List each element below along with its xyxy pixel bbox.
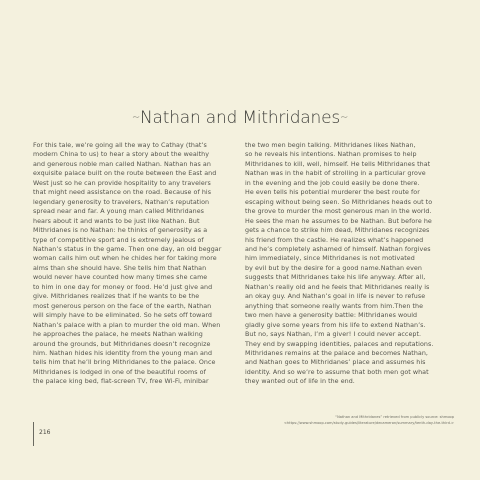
body-text-line: type of competitive sport and is extremely jealous of <box>33 236 204 244</box>
body-text-line: the two men begin talking. Mithridanes likes Nathan, <box>245 142 416 149</box>
body-text-line: the grove to murder the most generous man in the world. <box>245 208 432 216</box>
body-text-line: give. Mithridanes realizes that if he wants to be the <box>33 293 200 301</box>
body-text-line: and he’s completely ashamed of himself. Nathan forgives <box>245 245 431 253</box>
title-ornament-left: ~ <box>131 112 140 123</box>
body-text-line: would never have counted how many times she came <box>33 274 208 282</box>
body-text-line: around the grounds, but Mithridanes doesn’t recognize <box>33 340 211 348</box>
body-text-line: He even tells his potential murderer the best route for <box>245 189 420 197</box>
body-text-line: Nathan’s really old and he feels that Mithridanes really is <box>245 283 430 291</box>
body-text-line: they wanted out of life in the end. <box>245 378 355 386</box>
body-text-line: woman calls him out when he chides her for taking more <box>33 255 217 263</box>
body-text-line: escaping without being seen. So Mithridanes heads out to <box>245 198 433 206</box>
body-text-line: his friend from the castle. He realizes what’s happened <box>245 236 424 244</box>
body-text-line: identity. And so we’re to assume that both men got what <box>245 368 429 376</box>
page-number: 216 <box>39 429 51 436</box>
body-text-line: him immediately, since Mithridanes is not motivated <box>245 255 415 263</box>
body-text-line: He sees the man he assumes to be Nathan. But before he <box>245 217 432 225</box>
body-text-line: that might need assistance on the road. Because of his <box>33 189 212 197</box>
body-text-line: in the evening and the job could easily be done there. <box>245 179 420 187</box>
body-text-line: Mithridanes remains at the palace and becomes Nathan, <box>245 349 428 357</box>
body-text-line: suggests that Mithridanes take his life anyway. After all, <box>245 274 426 282</box>
body-text-line: Mithridanes to kill, well, himself. He tells Mithridanes that <box>245 160 431 168</box>
body-text-line: by evil but by the desire for a good name.Nathan even <box>245 264 422 272</box>
body-text-line: he approaches the palace, he meets Nathan walking <box>33 331 203 339</box>
right-text-column <box>245 141 447 387</box>
body-text-line: Nathan’s palace with a plan to murder the old man. When <box>33 321 221 329</box>
footnote-line: <https://www.shmoop.com/study-guides/literature/decameron/summary/tenth-day-the-third.> <box>283 421 454 425</box>
body-text-line: most generous person on the face of the earth, Nathan <box>33 302 212 310</box>
body-text-line: But no, says Nathan, I’m a giver! I could never accept. <box>245 331 422 339</box>
body-text-line: alms than she should have. She tells him that Nathan <box>33 264 207 272</box>
body-text-line: Mithridanes is lodged in one of the beautiful rooms of <box>33 368 206 376</box>
body-text-line: tells him that he’ll bring Mithridanes to the palace. Once <box>33 359 216 367</box>
footnote-line: “Nathan and Mithridanes” retrieved from publicly source: shmoop <box>335 415 454 419</box>
body-text-line: anything that someone really wants from him.Then the <box>245 302 424 310</box>
body-text-line: him. Nathan hides his identity from the young man and <box>33 349 213 357</box>
body-text-line: modern China to us) to hear a story about the wealthy <box>33 151 210 159</box>
body-text-line: and Nathan goes to Mithridanes’ place and assumes his <box>245 359 426 367</box>
body-text-line: legendary generosity to travelers, Nathan’s reputation <box>33 198 210 206</box>
body-text-line: They end by swapping identities, palaces and reputations. <box>245 340 434 348</box>
body-text-line: spread near and far. A young man called Mithridanes <box>33 208 205 216</box>
source-footnote <box>284 414 454 426</box>
body-text-line: Mithridanes is no Nathan: he thinks of generosity as a <box>33 227 208 235</box>
body-text-line: will simply have to be eliminated. So he sets off toward <box>33 312 212 320</box>
left-text-column <box>33 141 235 387</box>
page-title <box>0 108 480 128</box>
page-number-rule <box>33 422 34 446</box>
body-text-line: to him in one day for money or food. He’d just give and <box>33 283 213 291</box>
body-text-line: gets a chance to strike him dead, Mithridanes recognizes <box>245 227 430 235</box>
body-text-line: gladly give some years from his life to extend Nathan’s. <box>245 321 426 329</box>
body-text-line: West just so he can provide hospitality to any travelers <box>33 179 211 187</box>
body-text-line: an okay guy. And Nathan’s goal in life is never to refuse <box>245 293 426 301</box>
body-text-line: For this tale, we’re going all the way to Cathay (that’s <box>33 142 207 149</box>
body-text-line: hears about it and wants to be just like Nathan. But <box>33 217 200 225</box>
body-text-line: exquisite palace built on the route between the East and <box>33 170 217 178</box>
title-ornament-right: ~ <box>340 112 349 123</box>
body-text-line: Nathan was in the habit of strolling in a particular grove <box>245 170 426 178</box>
title-text: Nathan and Mithridanes <box>140 108 340 128</box>
body-text-line: so he reveals his intentions. Nathan promises to help <box>245 151 417 159</box>
body-text-line: and generous noble man called Nathan. Nathan has an <box>33 160 211 168</box>
body-text-line: the palace king bed, flat-screen TV, free Wi-Fi, minibar <box>33 378 209 386</box>
body-text-line: Nathan’s status in the game. Then one day, an old beggar <box>33 245 222 253</box>
body-text-line: two men have a generosity battle: Mithridanes would <box>245 312 418 320</box>
